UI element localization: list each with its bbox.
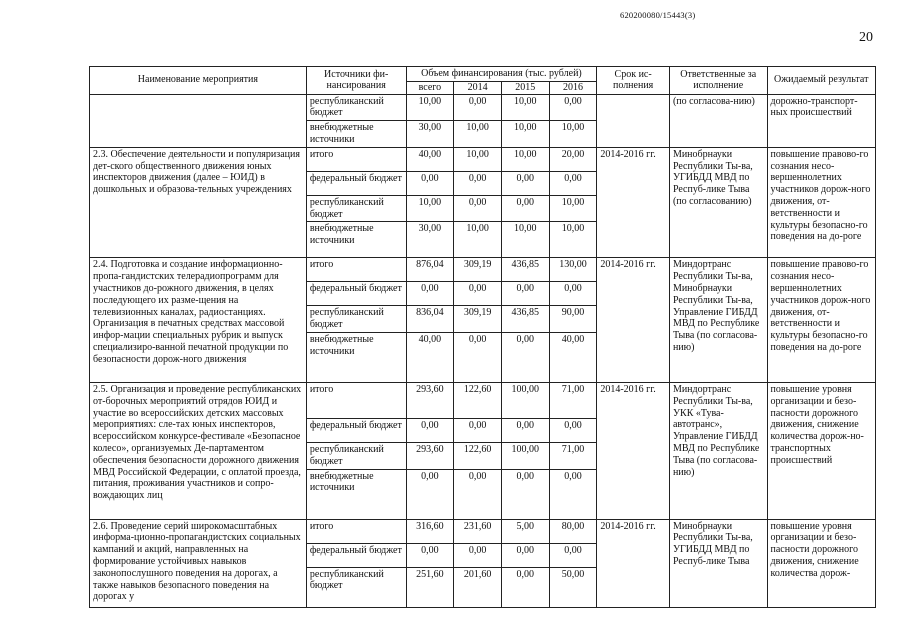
y2016-cell: 0,00 [549, 543, 597, 567]
table-row [90, 147, 876, 171]
header-sources: Источники фи-нансирования [306, 67, 406, 95]
source-cell: республиканский бюджет [306, 442, 406, 469]
measures-table [89, 66, 876, 608]
responsible-cell: Миндортранс Республики Ты-ва, Минобрнауки Республики Ты-ва, Управление ГИБДД МВД по Республике Тыва (по согласова-нию) [669, 258, 767, 383]
total-cell: 30,00 [406, 121, 454, 148]
total-cell: 0,00 [406, 418, 454, 442]
y2014-cell: 309,19 [454, 306, 502, 333]
y2015-cell: 100,00 [501, 442, 549, 469]
y2016-cell: 0,00 [549, 418, 597, 442]
total-cell: 293,60 [406, 382, 454, 418]
y2014-cell: 10,00 [454, 222, 502, 258]
header-2014: 2014 [454, 81, 502, 94]
source-cell: федеральный бюджет [306, 543, 406, 567]
y2014-cell: 0,00 [454, 543, 502, 567]
y2016-cell: 50,00 [549, 567, 597, 607]
source-cell: внебюджетные источники [306, 222, 406, 258]
carryover-result: дорожно-транспорт-ных происшествий [767, 94, 876, 147]
total-cell: 10,00 [406, 195, 454, 222]
y2014-cell: 0,00 [454, 195, 502, 222]
carryover-term [597, 94, 670, 147]
table-row [90, 382, 876, 418]
table-row [90, 519, 876, 543]
y2016-cell: 71,00 [549, 382, 597, 418]
total-cell: 836,04 [406, 306, 454, 333]
y2014-cell: 0,00 [454, 332, 502, 382]
source-cell: республиканский бюджет [306, 195, 406, 222]
source-cell: республиканский бюджет [306, 306, 406, 333]
table-row [90, 94, 876, 121]
y2015-cell: 0,00 [501, 332, 549, 382]
y2015-cell: 0,00 [501, 171, 549, 195]
y2015-cell: 5,00 [501, 519, 549, 543]
y2014-cell: 0,00 [454, 469, 502, 519]
y2014-cell: 201,60 [454, 567, 502, 607]
result-cell: повышение уровня организации и безо-пасности дорожного движения, снижение количества дорож-но-транспортных происшествий [767, 382, 876, 519]
y2014-cell: 231,60 [454, 519, 502, 543]
y2014-cell: 309,19 [454, 258, 502, 282]
table-body [90, 94, 876, 607]
header-2016: 2016 [549, 81, 597, 94]
source-cell: республиканский бюджет [306, 567, 406, 607]
y2015-cell: 0,00 [501, 469, 549, 519]
y2015-cell: 10,00 [501, 147, 549, 171]
term-cell: 2014-2016 гг. [597, 147, 670, 258]
header-2015: 2015 [501, 81, 549, 94]
y2016-cell: 10,00 [549, 121, 597, 148]
y2016-cell: 71,00 [549, 442, 597, 469]
header-name: Наименование мероприятия [90, 67, 307, 95]
y2015-cell: 0,00 [501, 567, 549, 607]
result-cell: повышение уровня организации и безо-пасности дорожного движения, снижение количества дорож- [767, 519, 876, 607]
y2015-cell: 0,00 [501, 418, 549, 442]
term-cell: 2014-2016 гг. [597, 258, 670, 383]
source-cell: федеральный бюджет [306, 282, 406, 306]
source-cell: внебюджетные источники [306, 469, 406, 519]
total-cell: 40,00 [406, 332, 454, 382]
y2016-cell: 0,00 [549, 94, 597, 121]
total-cell: 293,60 [406, 442, 454, 469]
y2015-cell: 0,00 [501, 282, 549, 306]
y2016-cell: 10,00 [549, 222, 597, 258]
y2015-cell: 10,00 [501, 121, 549, 148]
y2016-cell: 90,00 [549, 306, 597, 333]
source-cell: итого [306, 519, 406, 543]
source-cell: итого [306, 258, 406, 282]
source-cell: федеральный бюджет [306, 171, 406, 195]
y2015-cell: 0,00 [501, 195, 549, 222]
y2016-cell: 10,00 [549, 195, 597, 222]
y2016-cell: 0,00 [549, 171, 597, 195]
total-cell: 316,60 [406, 519, 454, 543]
y2014-cell: 0,00 [454, 418, 502, 442]
y2016-cell: 130,00 [549, 258, 597, 282]
result-cell: повышение правово-го сознания несо-вершеннолетних участников дорож-ного движения, от-ветственности и культуры безопасно-го поведения на до-роге [767, 147, 876, 258]
y2014-cell: 0,00 [454, 282, 502, 306]
carryover-name [90, 94, 307, 147]
source-cell: итого [306, 382, 406, 418]
y2014-cell: 122,60 [454, 382, 502, 418]
source-cell: итого [306, 147, 406, 171]
y2016-cell: 80,00 [549, 519, 597, 543]
total-cell: 10,00 [406, 94, 454, 121]
header-volume: Объем финансирования (тыс. рублей) [406, 67, 597, 82]
source-cell: внебюджетные источники [306, 121, 406, 148]
document-id: 620200080/15443(3) [620, 10, 696, 20]
total-cell: 0,00 [406, 171, 454, 195]
total-cell: 40,00 [406, 147, 454, 171]
y2014-cell: 0,00 [454, 171, 502, 195]
total-cell: 0,00 [406, 543, 454, 567]
total-cell: 251,60 [406, 567, 454, 607]
result-cell: повышение правово-го сознания несо-вершеннолетних участников дорож-ного движения, от-ветственности и культуры безопасно-го поведения на до-роге [767, 258, 876, 383]
measure-name: 2.3. Обеспечение деятельности и популяризация дет-ского общественного движения юных инспекторов движения (далее – ЮИД) в дошкольных и образова-тельных учреждениях [90, 147, 307, 258]
y2015-cell: 100,00 [501, 382, 549, 418]
header-term: Срок ис-полнения [597, 67, 670, 95]
y2015-cell: 0,00 [501, 543, 549, 567]
header-responsible: Ответственные за исполнение [669, 67, 767, 95]
measure-name: 2.5. Организация и проведение республиканских от-борочных мероприятий отрядов ЮИД и участие во всероссийских детских массовых мероприятиях: сле-тах юных инспекторов, всероссийском конкурсе-фестивале «Безопасное колесо», организуемых Де-партаментом обеспечения безопасности дорожного движения МВД Российской Федерации, с оплатой проезда, питания, проживания участников и сопро-вождающих лиц [90, 382, 307, 519]
source-cell: внебюджетные источники [306, 332, 406, 382]
y2015-cell: 10,00 [501, 94, 549, 121]
y2015-cell: 436,85 [501, 258, 549, 282]
total-cell: 30,00 [406, 222, 454, 258]
y2016-cell: 40,00 [549, 332, 597, 382]
measure-name: 2.6. Проведение серий широкомасштабных информа-ционно-пропагандистских социальных кампаний и акций, направленных на формирование устойчивых навыков законопослушного поведения на дорогах, а также навыков безопасного поведения на дорогах у [90, 519, 307, 607]
total-cell: 0,00 [406, 282, 454, 306]
total-cell: 876,04 [406, 258, 454, 282]
table-row [90, 258, 876, 282]
responsible-cell: Минобрнауки Республики Ты-ва, УГИБДД МВД по Респуб-лике Тыва [669, 519, 767, 607]
source-cell: федеральный бюджет [306, 418, 406, 442]
y2014-cell: 0,00 [454, 94, 502, 121]
term-cell: 2014-2016 гг. [597, 382, 670, 519]
responsible-cell: Минобрнауки Республики Ты-ва, УГИБДД МВД по Респуб-лике Тыва (по согласованию) [669, 147, 767, 258]
y2014-cell: 10,00 [454, 147, 502, 171]
y2015-cell: 436,85 [501, 306, 549, 333]
y2014-cell: 10,00 [454, 121, 502, 148]
y2014-cell: 122,60 [454, 442, 502, 469]
responsible-cell: Миндортранс Республики Ты-ва, УКК «Тува-автотранс», Управление ГИБДД МВД по Республике Тыва (по согласова-нию) [669, 382, 767, 519]
header-result: Ожидаемый результат [767, 67, 876, 95]
total-cell: 0,00 [406, 469, 454, 519]
measure-name: 2.4. Подготовка и создание информационно-пропа-гандистских телерадиопрограмм для участников до-рожного движения, в целях последующего их разме-щения на телевизионных каналах, радиостанциях. Организация в печатных средствах массовой инфор-мации специальных рубрик и выпуск специализиро-ванной печатной продукции по безопасности дорож-ного движения [90, 258, 307, 383]
page-number: 20 [859, 30, 873, 45]
carryover-responsible: (по согласова-нию) [669, 94, 767, 147]
term-cell: 2014-2016 гг. [597, 519, 670, 607]
y2016-cell: 20,00 [549, 147, 597, 171]
y2015-cell: 10,00 [501, 222, 549, 258]
source-cell: республиканский бюджет [306, 94, 406, 121]
y2016-cell: 0,00 [549, 469, 597, 519]
y2016-cell: 0,00 [549, 282, 597, 306]
header-total: всего [406, 81, 454, 94]
